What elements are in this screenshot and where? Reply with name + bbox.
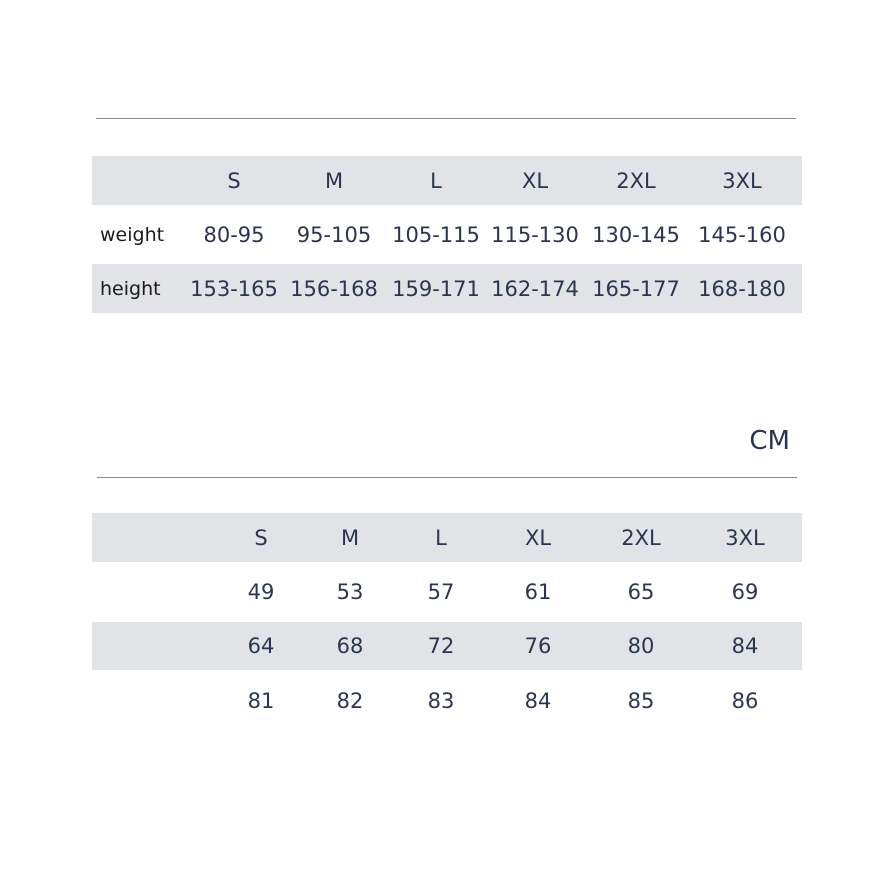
- table-cell: 65: [627, 580, 655, 604]
- size-header-3xl: 3XL: [725, 525, 765, 550]
- divider-line: [96, 118, 796, 119]
- size-header-2xl: 2XL: [616, 168, 656, 193]
- size-header-m: M: [340, 525, 360, 550]
- size-header-m: M: [324, 168, 344, 193]
- row-label-height: height: [100, 277, 161, 300]
- weight-row: [92, 205, 802, 264]
- table-cell: 61: [524, 580, 552, 604]
- table-cell: 105-115: [392, 222, 480, 247]
- table-cell: 82: [336, 689, 364, 713]
- table-cell: 53: [336, 580, 364, 604]
- table-cell: 156-168: [290, 276, 378, 301]
- table-cell: 145-160: [698, 222, 786, 247]
- height-row: [92, 264, 802, 313]
- table-cell: 72: [427, 634, 455, 658]
- size-header-l: L: [435, 525, 447, 550]
- row-label-weight: weight: [100, 223, 165, 246]
- table-cell: 68: [336, 634, 364, 658]
- measurement-row: [92, 670, 802, 732]
- table-cell: 49: [247, 580, 275, 604]
- table-cell: 57: [427, 580, 455, 604]
- size-chart-measurements: [92, 513, 802, 732]
- table-cell: 69: [731, 580, 759, 604]
- table-cell: 85: [627, 689, 655, 713]
- table-cell: 86: [731, 689, 759, 713]
- unit-label: CM: [749, 426, 790, 456]
- table-cell: 80: [627, 634, 655, 658]
- size-chart-weight-height: [92, 156, 802, 313]
- size-header-xl: XL: [524, 525, 552, 550]
- table-cell: 83: [427, 689, 455, 713]
- table-cell: 165-177: [592, 276, 680, 301]
- measurement-row: [92, 562, 802, 622]
- table-cell: 80-95: [203, 222, 265, 247]
- size-header-3xl: 3XL: [722, 168, 762, 193]
- table-cell: 159-171: [392, 276, 480, 301]
- size-header-2xl: 2XL: [621, 525, 661, 550]
- size-header-s: S: [254, 525, 268, 550]
- table-cell: 95-105: [296, 222, 372, 247]
- table-cell: 64: [247, 634, 275, 658]
- size-header-s: S: [227, 168, 241, 193]
- table-cell: 168-180: [698, 276, 786, 301]
- header-row: [92, 156, 802, 205]
- size-header-xl: XL: [521, 168, 549, 193]
- table-cell: 115-130: [491, 222, 579, 247]
- measurement-row: [92, 622, 802, 670]
- divider-line: [97, 477, 797, 478]
- table-cell: 84: [524, 689, 552, 713]
- table-cell: 84: [731, 634, 759, 658]
- header-row: [92, 513, 802, 562]
- size-header-l: L: [430, 168, 442, 193]
- table-cell: 76: [524, 634, 552, 658]
- table-cell: 81: [247, 689, 275, 713]
- table-cell: 162-174: [491, 276, 579, 301]
- table-cell: 130-145: [592, 222, 680, 247]
- table-cell: 153-165: [190, 276, 278, 301]
